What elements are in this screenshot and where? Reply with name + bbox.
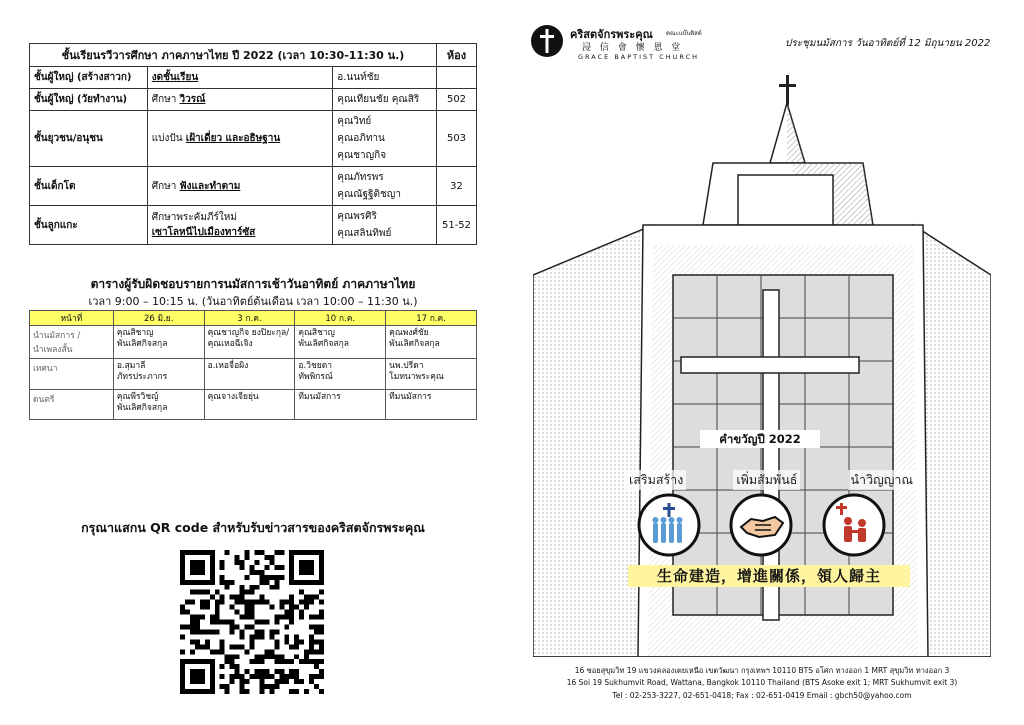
- class-study: ศึกษา ฟังและทำตาม: [147, 167, 333, 206]
- class-level: ชั้นเด็กโต: [30, 167, 148, 206]
- evangelism-icon: [822, 493, 886, 557]
- class-teachers: คุณเทียนชัย คุณสิริ: [333, 89, 437, 111]
- class-room: [437, 67, 477, 89]
- theme-chinese: 生命建造，增進關係，領人歸主: [628, 565, 910, 587]
- class-level: ชั้นลูกแกะ: [30, 206, 148, 245]
- class-level: ชั้นยุวชน/อนุชน: [30, 111, 148, 167]
- handshake-icon: [729, 493, 793, 557]
- class-study: แบ่งปัน เฝ้าเดี่ยว และอธิษฐาน: [147, 111, 333, 167]
- room-header: ห้อง: [437, 44, 477, 67]
- duty-roster-table: [29, 310, 477, 420]
- church-people-icon: [637, 493, 701, 557]
- duty-role: เทศนา: [30, 359, 114, 390]
- table-row: [30, 206, 477, 245]
- duty-cell: ทีมนมัสการ: [386, 390, 477, 420]
- duty-header-cell: 26 มิ.ย.: [113, 311, 204, 326]
- service-date: ประชุมนมัสการ วันอาทิตย์ที่ 12 มิถุนายน 2022: [785, 38, 991, 49]
- table-row: [30, 111, 477, 167]
- class-teachers: คุณภัทรพร คุณณัฐฐิติชญา: [333, 167, 437, 206]
- duty-role: นำนมัสการ / นำเพลงสั้น: [30, 326, 114, 359]
- church-name-chinese: 浸 信 會 懷 恩 堂: [582, 43, 684, 53]
- class-study: ศึกษาพระคัมภีร์ใหม่ เซาโลหนีไปเมืองทาร์ซัส: [147, 206, 333, 245]
- sunday-school-title: ชั้นเรียนรวีวารศึกษา ภาคภาษาไทย ปี 2022 (เวลา 10:30-11:30 น.): [30, 44, 437, 67]
- table-row: [30, 89, 477, 111]
- class-teachers: อ.นนท์ชัย: [333, 67, 437, 89]
- class-room: 502: [437, 89, 477, 111]
- sunday-school-table: [29, 43, 477, 245]
- class-level: ชั้นผู้ใหญ่ (สร้างสาวก): [30, 67, 148, 89]
- class-teachers: คุณวิทย์ คุณอภิทาน คุณชาญกิจ: [333, 111, 437, 167]
- qr-title: กรุณาแสกน QR code สำหรับรับข่าวสารของคริสตจักรพระคุณ: [81, 520, 425, 535]
- duty-header-row: [30, 311, 477, 326]
- duty-role: ดนตรี: [30, 390, 114, 420]
- theme-words: [626, 470, 916, 490]
- theme-title: คำขวัญปี 2022: [700, 430, 820, 448]
- duty-cell: คุณชาญกิจ ยงปิยะกุล/ คุณเหอฉีเจิง: [204, 326, 295, 359]
- duty-header-cell: 3 ก.ค.: [204, 311, 295, 326]
- duty-cell: คุณสิชาญ พันเลิศกิจสกุล: [113, 326, 204, 359]
- table-row: [30, 167, 477, 206]
- class-room: 32: [437, 167, 477, 206]
- class-study: ศึกษา วิวรณ์: [147, 89, 333, 111]
- duty-cell: คุณจางเจียยุ่น: [204, 390, 295, 420]
- church-name-english: GRACE BAPTIST CHURCH: [578, 53, 700, 61]
- class-room: 51-52: [437, 206, 477, 245]
- class-level: ชั้นผู้ใหญ่ (วัยทำงาน): [30, 89, 148, 111]
- duty-roster-title: ตารางผู้รับผิดชอบรายการนมัสการเช้าวันอาทิตย์ ภาคภาษาไทย: [90, 277, 416, 291]
- table-header-row: [30, 44, 477, 67]
- theme-word-relationship: เพิ่มสัมพันธ์: [733, 470, 800, 490]
- duty-header-cell: 17 ก.ค.: [386, 311, 477, 326]
- duty-cell: คุณพีรวิชญ์ พันเลิศกิจสกุล: [113, 390, 204, 420]
- duty-cell: คุณพงศ์ชัย พันเลิศกิจสกุล: [386, 326, 477, 359]
- duty-roster-subtitle: เวลา 9:00 – 10:15 น. (วันอาทิตย์ต้นเดือน เวลา 10:00 – 11:30 น.): [88, 295, 418, 308]
- qr-code[interactable]: [180, 550, 324, 694]
- duty-cell: นพ.ปรีดา โมทนาพระคุณ: [386, 359, 477, 390]
- theme-word-souls: นำวิญญาณ: [848, 470, 917, 490]
- table-row: [30, 359, 477, 390]
- theme-word-build: เสริมสร้าง: [626, 470, 686, 490]
- duty-cell: คุณสิชาญ พันเลิศกิจสกุล: [295, 326, 386, 359]
- class-room: 503: [437, 111, 477, 167]
- duty-cell: อ.วิชยดา ทัพพิกรณ์: [295, 359, 386, 390]
- church-name-thai: คริสตจักรพระคุณ: [570, 28, 653, 41]
- duty-header-cell: 10 ก.ค.: [295, 311, 386, 326]
- duty-cell: ทีมนมัสการ: [295, 390, 386, 420]
- duty-header-cell: หน้าที่: [30, 311, 114, 326]
- church-name-denomination: คณะแบ๊บติสต์: [666, 30, 702, 37]
- contact-info: Tel : 02-253-3227, 02-651-0418; Fax : 02-651-0419 Email : gbch50@yahoo.com: [612, 691, 912, 700]
- address-english: 16 Soi 19 Sukhumvit Road, Wattana, Bangkok 10110 Thailand (BTS Asoke exit 1; MRT Sukhumvit exit 3): [566, 678, 958, 687]
- table-row: [30, 326, 477, 359]
- table-row: [30, 67, 477, 89]
- duty-cell: อ.เหอจื่อผิง: [204, 359, 295, 390]
- class-study: งดชั้นเรียน: [147, 67, 333, 89]
- table-row: [30, 390, 477, 420]
- address-thai: 16 ซอยสุขุมวิท 19 แขวงคลองเตยเหนือ เขตวัฒนา กรุงเทพฯ 10110 BTS อโศก ทางออก 1 MRT สุขุมวิท ทางออก 3: [574, 666, 950, 675]
- duty-cell: อ.สุมาลี ภัทรประภากร: [113, 359, 204, 390]
- class-teachers: คุณพรศิริ คุณสลินทิพย์: [333, 206, 437, 245]
